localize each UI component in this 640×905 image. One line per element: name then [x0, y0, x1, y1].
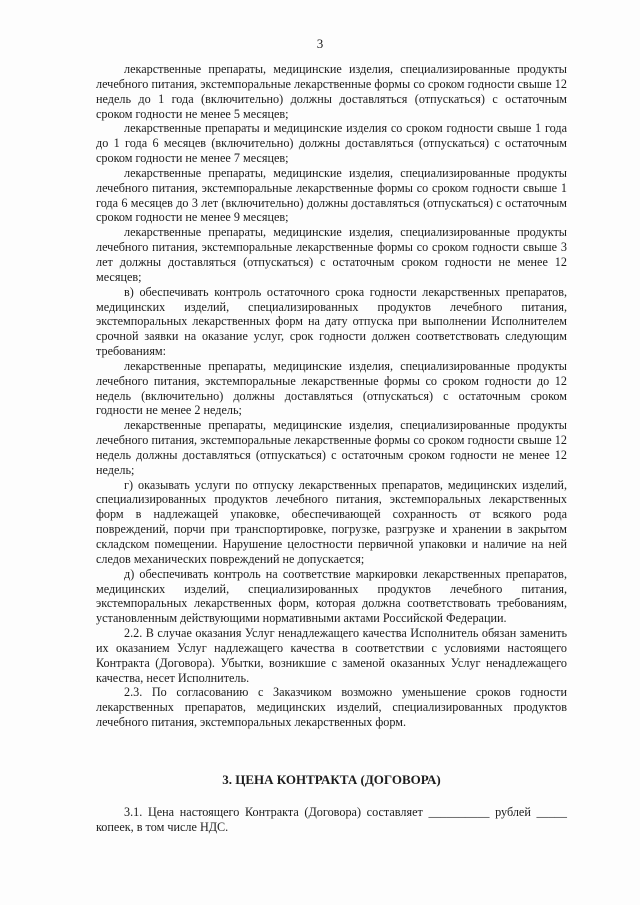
clause-3-1: 3.1. Цена настоящего Контракта (Договора) составляет __________ рублей _____ копеек, в том числе НДС. [96, 805, 567, 834]
paragraph: лекарственные препараты, медицинские изделия, специализированные продукты лечебного питания, экстемпоральные лекарственные формы со сроком годности свыше 12 недель до 1 года (включительно) должны доставляться (отпускаться) с остаточным сроком годности не менее 5 месяцев; [96, 62, 567, 121]
paragraph: лекарственные препараты, медицинские изделия, специализированные продукты лечебного питания, экстемпоральные лекарственные формы со сроком годности свыше 1 года 6 месяцев до 3 лет (включительно) должны доставляться (отпускаться) с остаточным сроком годности не менее 9 месяцев; [96, 165, 567, 225]
paragraph-item-v: в) обеспечивать контроль остаточного срока годности лекарственных препаратов, медицинских изделий, специализированных продуктов лечебного питания, экстемпоральных лекарственных форм на дату отпуска при выполнении Исполнителем срочной заявки на оказание услуг, срок годности должен соответствовать следующим требованиям: [96, 284, 567, 359]
section-heading: 3. ЦЕНА КОНТРАКТА (ДОГОВОРА) [222, 772, 441, 787]
paragraph-item-d: д) обеспечивать контроль на соответствие маркировки лекарственных препаратов, медицинских изделий, специализированных продуктов лечебного питания, экстемпоральных лекарственных форм, которая должна соответствовать требованиям, установленным действующими нормативными актами Российской Федерации. [96, 566, 567, 626]
paragraph: лекарственные препараты, медицинские изделия, специализированные продукты лечебного питания, экстемпоральные лекарственные формы со сроком годности свыше 12 недель должны доставляться (отпускаться) с остаточным сроком годности не менее 12 недель; [96, 418, 567, 477]
body-text [96, 62, 567, 730]
paragraph: лекарственные препараты, медицинские изделия, специализированные продукты лечебного питания, экстемпоральные лекарственные формы со сроком годности до 12 недель (включительно) должны доставляться (отпускаться) с остаточным сроком годности не менее 2 недель; [96, 358, 567, 418]
clause-2-2: 2.2. В случае оказания Услуг ненадлежащего качества Исполнитель обязан заменить их оказанием Услуг надлежащего качества в соответствии с условиями настоящего Контракта (Договора). Убытки, возникшие с заменой оказанных Услуг ненадлежащего качества, несет Исполнитель. [96, 626, 567, 685]
clause-2-3: 2.3. По согласованию с Заказчиком возможно уменьшение сроков годности лекарственных препаратов, медицинских изделий, специализированных продуктов лечебного питания, экстемпоральных лекарственных форм. [96, 685, 567, 730]
paragraph: лекарственные препараты, медицинские изделия, специализированные продукты лечебного питания, экстемпоральные лекарственные формы со сроком годности свыше 3 лет должны доставляться (отпускаться) с остаточным сроком годности не менее 12 месяцев; [96, 225, 567, 284]
page-number: 3 [316, 36, 324, 51]
price-section [96, 805, 567, 835]
paragraph: лекарственные препараты и медицинские изделия со сроком годности свыше 1 года до 1 года 6 месяцев (включительно) должны доставляться (отпускаться) с остаточным сроком годности не менее 7 месяцев; [96, 121, 567, 166]
paragraph-item-g: г) оказывать услуги по отпуску лекарственных препаратов, медицинских изделий, специализированных продуктов лечебного питания, экстемпоральных лекарственных форм в надлежащей упаковке, обеспечивающей сохранность от всякого рода повреждений, порчи при транспортировке, погрузке, разгрузке и хранении в закрытом складском помещении. Нарушение целостности первичной упаковки и наличие на ней следов механических повреждений не допускается; [96, 477, 567, 566]
